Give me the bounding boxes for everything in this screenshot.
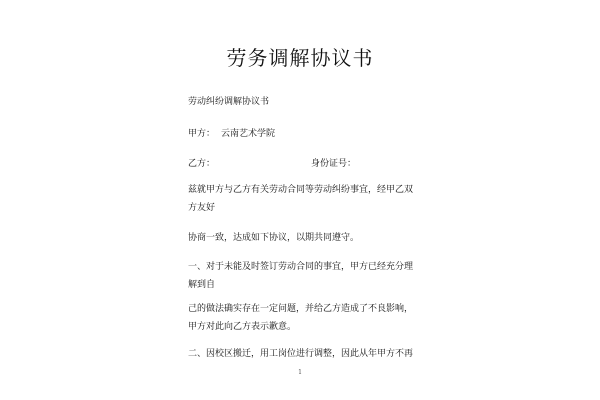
party-a-row bbox=[188, 128, 275, 140]
clause-line: 己的做法确实存在一定问题，并给乙方造成了不良影响， bbox=[188, 304, 414, 314]
intro-paragraph bbox=[188, 181, 414, 217]
party-b-label: 乙方： bbox=[188, 159, 216, 169]
clause-1-continuation bbox=[188, 300, 414, 336]
agreement-statement: 协商一致，达成如下协议，以期共同遵守。 bbox=[188, 233, 360, 243]
clause-line: 一、对于未能及时签订劳动合同的事宜，甲方已经充分理 bbox=[188, 262, 414, 272]
party-a-name: 云南艺术学院 bbox=[221, 129, 276, 139]
id-number-label: 身份证号： bbox=[311, 159, 357, 169]
document-title: 劳务调解协议书 bbox=[226, 46, 374, 70]
clause-2-line: 二、因校区搬迁，用工岗位进行调整，因此从年甲方不再 bbox=[188, 349, 414, 359]
intro-line: 兹就甲方与乙方有关劳动合同等劳动纠纷事宜，经甲乙双 bbox=[188, 185, 414, 195]
agreement-subtitle: 劳动纠纷调解协议书 bbox=[188, 97, 270, 107]
party-b-row bbox=[188, 158, 356, 170]
party-a-label: 甲方： bbox=[188, 129, 216, 139]
clause-line: 甲方对此向乙方表示歉意。 bbox=[188, 322, 297, 332]
page-number: 1 bbox=[298, 369, 302, 376]
clause-1-paragraph bbox=[188, 258, 414, 294]
clause-line: 解到自 bbox=[188, 280, 216, 290]
intro-line: 方友好 bbox=[188, 203, 216, 213]
